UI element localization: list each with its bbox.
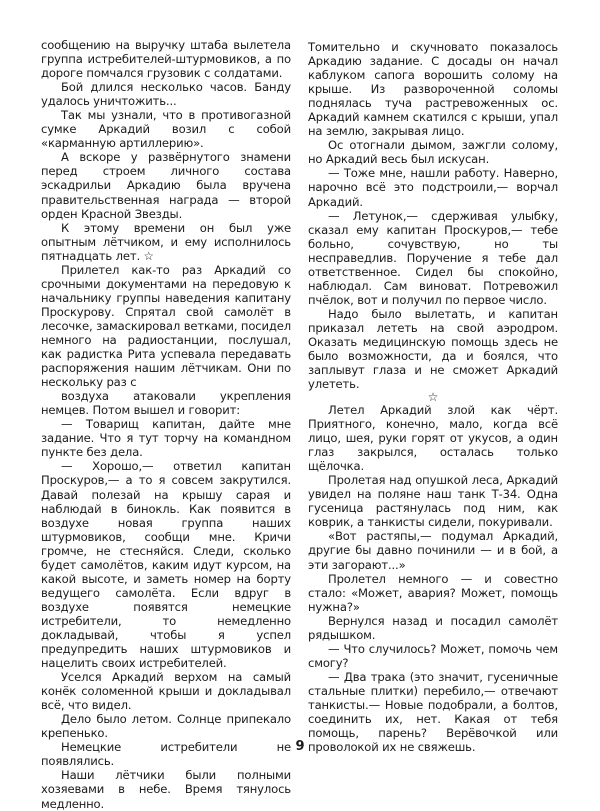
paragraph: «Вот растяпы,— подумал Аркадий, другие бы давно починили — и в бой, а эти загорают...» [308,529,558,572]
paragraph: Летел Аркадий злой как чёрт. Приятного, конечно, мало, когда всё лицо, шея, руки горят от укусов, а один глаз закрылся, осталась только щёлочка. [308,403,558,474]
paragraph: Пролетел немного — и совестно стало: «Может, авария? Может, помощь нужна?» [308,571,558,614]
paragraph: Дело было летом. Солнце припекало крепенько. [41,712,291,741]
paragraph: Пролетая над опушкой леса, Аркадий увидел на поляне наш танк Т-34. Одна гусеница растянулась под ним, как коврик, а танкисты сидели, покуривали. [308,473,558,530]
paragraph: — Что случилось? Может, помочь чем смогу? [308,641,558,670]
paragraph: А вскоре у развёрнутого знамени перед строем личного состава эскадрильи Аркадию была вручена правительственная награда — второй орден Красной Звезды. [41,150,291,221]
section-separator-star-icon: ☆ [427,390,439,404]
paragraph: Наши лётчики были полными хозяевами в небе. Время тянулось медленно. [41,768,291,811]
right-text-column-top [308,40,558,391]
paragraph: Вернулся назад и посадил самолёт рядышком. [308,613,558,642]
left-text-column [41,38,291,811]
paragraph: — Хорошо,— ответил капитан Проскуров,— а то я совсем закрутился. Давай полезай на крышу сарая и наблюдай в бинокль. Как появится в воздухе новая группа наших штурмовиков, сообщи мне. Кричи громче, не стесняйся. Следи, сколько будет самолётов, каким идут курсом, на какой высоте, и заметь номер на борту ведущего самолёта. Если вдруг в воздухе появятся немецкие истребители, то немедленно докладывай, чтобы я успел предупредить наших штурмовиков и нацелить своих истребителей. [41,459,291,671]
paragraph: Томительно и скучновато показалось Аркадию задание. С досады он начал каблуком сапога ворошить солому на крыше. Из развороченной соломы поднялась туча растревоженных ос. Аркадий камнем скатился с крыши, упал на землю, закрывая лицо. [308,40,558,139]
paragraph: — Тоже мне, нашли работу. Наверно, нарочно всё это подстроили,— ворчал Аркадий. [308,166,558,209]
paragraph: Уселся Аркадий верхом на самый конёк соломенной крыши и докладывал всё, что видел. [41,670,291,713]
paragraph: К этому времени он был уже опытным лётчиком, и ему исполнилось пятнадцать лет. ☆ [41,220,291,263]
paragraph: сообщению на выручку штаба вылетела группа истребителей-штурмовиков, а по дороге помчался грузовик с солдатами. [41,38,291,81]
paragraph: Прилетел как-то раз Аркадий со срочными документами на передовую к начальнику группы наведения капитану Проскурову. Спрятал свой самолёт в лесочке, замаскировал ветками, посидел немного на радиостанции, послушал, как радистка Рита успевала передавать распоряжения нашим лётчикам. Они по нескольку раз с [41,262,291,390]
paragraph: Надо было вылетать, и капитан приказал лететь на свой аэродром. Оказать медицинскую помощь здесь не было возможности, да и боялся, что заплывут глаза и не сможет Аркадий улететь. [308,306,558,392]
paragraph: — Два трака (это значит, гусеничные стальные плитки) перебило,— отвечают танкисты.— Новые подобрали, а болтов, соединить их, нет. Какая от тебя помощь, парень? Верёвочкой или проволокой их не свяжешь. [308,669,558,755]
paragraph: Немецкие истребители не появлялись. [41,740,291,769]
right-text-column-bottom [308,403,558,754]
paragraph: — Товарищ капитан, дайте мне задание. Что я тут торчу на командном пункте без дела. [41,417,291,460]
paragraph: Так мы узнали, что в противогазной сумке Аркадий возил с собой «карманную артиллерию». [41,108,291,151]
paragraph: воздуха атаковали укрепления немцев. Потом вышел и говорит: [41,389,291,418]
paragraph: Бой длился несколько часов. Банду удалось уничтожить... [41,80,291,109]
paragraph: — Летунок,— сдерживая улыбку, сказал ему капитан Проскуров,— тебе больно, сочувствую, но ты несправедлив. Поручение я тебе дал ответственное. Сидел бы спокойно, наблюдал. Сам виноват. Потревожил пчёлок, вот и получил по первое число. [308,208,558,307]
paragraph: Ос отогнали дымом, зажгли солому, но Аркадий весь был искусан. [308,138,558,167]
page-number: 9 [295,739,305,754]
